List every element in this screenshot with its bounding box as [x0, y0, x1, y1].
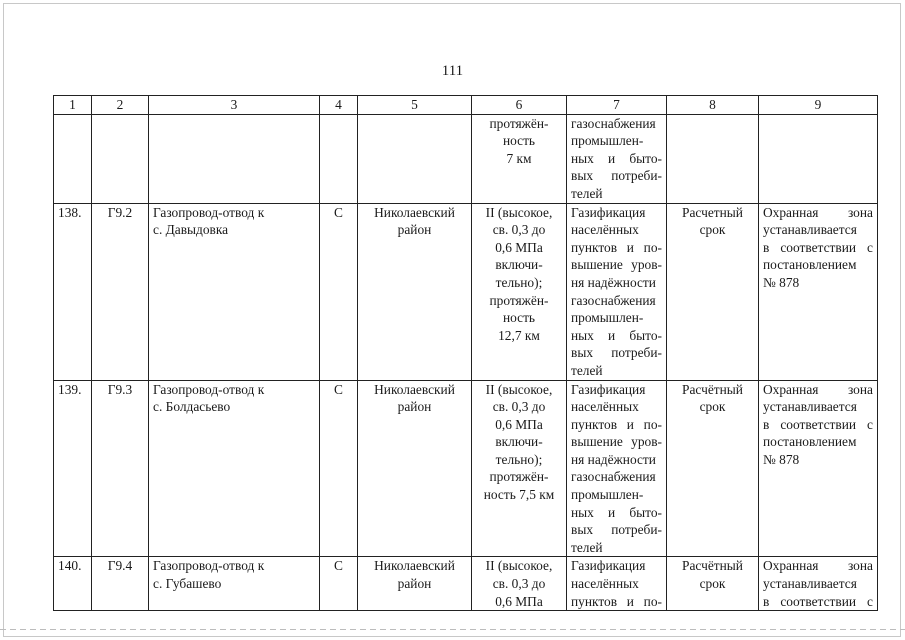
cell-name: Газопровод-отвод к с. Болдасьево	[149, 380, 320, 557]
column-number: 3	[149, 96, 320, 115]
cell-name: Газопровод-отвод к с. Губашево	[149, 557, 320, 611]
column-number: 6	[472, 96, 567, 115]
cell-zone: Охранная зона устанавливается в соответствии с постановлением № 878	[759, 380, 878, 557]
cell-name	[149, 114, 320, 203]
continued-row	[54, 114, 878, 203]
cell-term: Расчётный срок	[667, 557, 759, 611]
cell-purpose: Газификация населённых пунктов и по- вышение уров- ня надёжности газоснабжения промышлен- ных и быто- вых потреби- телей	[567, 380, 667, 557]
cell-params: II (высокое, св. 0,3 до 0,6 МПа включи- тельно); протяжён- ность 7,5 км	[472, 380, 567, 557]
gas-pipeline-table	[53, 95, 878, 611]
cell-purpose: Газификация населённых пунктов и по- вышение уров- ня надёжности газоснабжения промышлен- ных и быто- вых потреби- телей	[567, 203, 667, 380]
column-number: 9	[759, 96, 878, 115]
cell-term: Расчётный срок	[667, 380, 759, 557]
cell-num: 138.	[54, 203, 92, 380]
column-number-row	[54, 96, 878, 115]
cell-params: II (высокое, св. 0,3 до 0,6 МПа включи- тельно); протяжён- ность 12,7 км	[472, 203, 567, 380]
cell-code: Г9.3	[92, 380, 149, 557]
cell-zone	[759, 114, 878, 203]
cell-code: Г9.4	[92, 557, 149, 611]
cell-term: Расчетный срок	[667, 203, 759, 380]
column-number: 4	[320, 96, 358, 115]
cell-code	[92, 114, 149, 203]
table-row	[54, 380, 878, 557]
cell-num	[54, 114, 92, 203]
table-row	[54, 203, 878, 380]
cell-purpose: Газификация населённых пунктов и по-	[567, 557, 667, 611]
scan-artifact-line	[0, 629, 905, 630]
cell-location	[358, 114, 472, 203]
cell-purpose: газоснабжения промышлен- ных и быто- вых потреби- телей	[567, 114, 667, 203]
cell-zone: Охранная зона устанавливается в соответствии с постановлением № 878	[759, 203, 878, 380]
cell-status	[320, 114, 358, 203]
cell-status: С	[320, 203, 358, 380]
cell-location: Николаевский район	[358, 203, 472, 380]
cell-location: Николаевский район	[358, 557, 472, 611]
cell-code: Г9.2	[92, 203, 149, 380]
cell-num: 139.	[54, 380, 92, 557]
cell-status: С	[320, 380, 358, 557]
page-number: 111	[441, 63, 464, 79]
column-number: 2	[92, 96, 149, 115]
cell-num: 140.	[54, 557, 92, 611]
table-row	[54, 557, 878, 611]
cell-zone: Охранная зона устанавливается в соответствии с	[759, 557, 878, 611]
cell-params: II (высокое, св. 0,3 до 0,6 МПа	[472, 557, 567, 611]
column-number: 1	[54, 96, 92, 115]
cell-name: Газопровод-отвод к с. Давыдовка	[149, 203, 320, 380]
column-number: 7	[567, 96, 667, 115]
cell-params: протяжён- ность 7 км	[472, 114, 567, 203]
column-number: 5	[358, 96, 472, 115]
column-number: 8	[667, 96, 759, 115]
cell-term	[667, 114, 759, 203]
cell-location: Николаевский район	[358, 380, 472, 557]
cell-status: С	[320, 557, 358, 611]
